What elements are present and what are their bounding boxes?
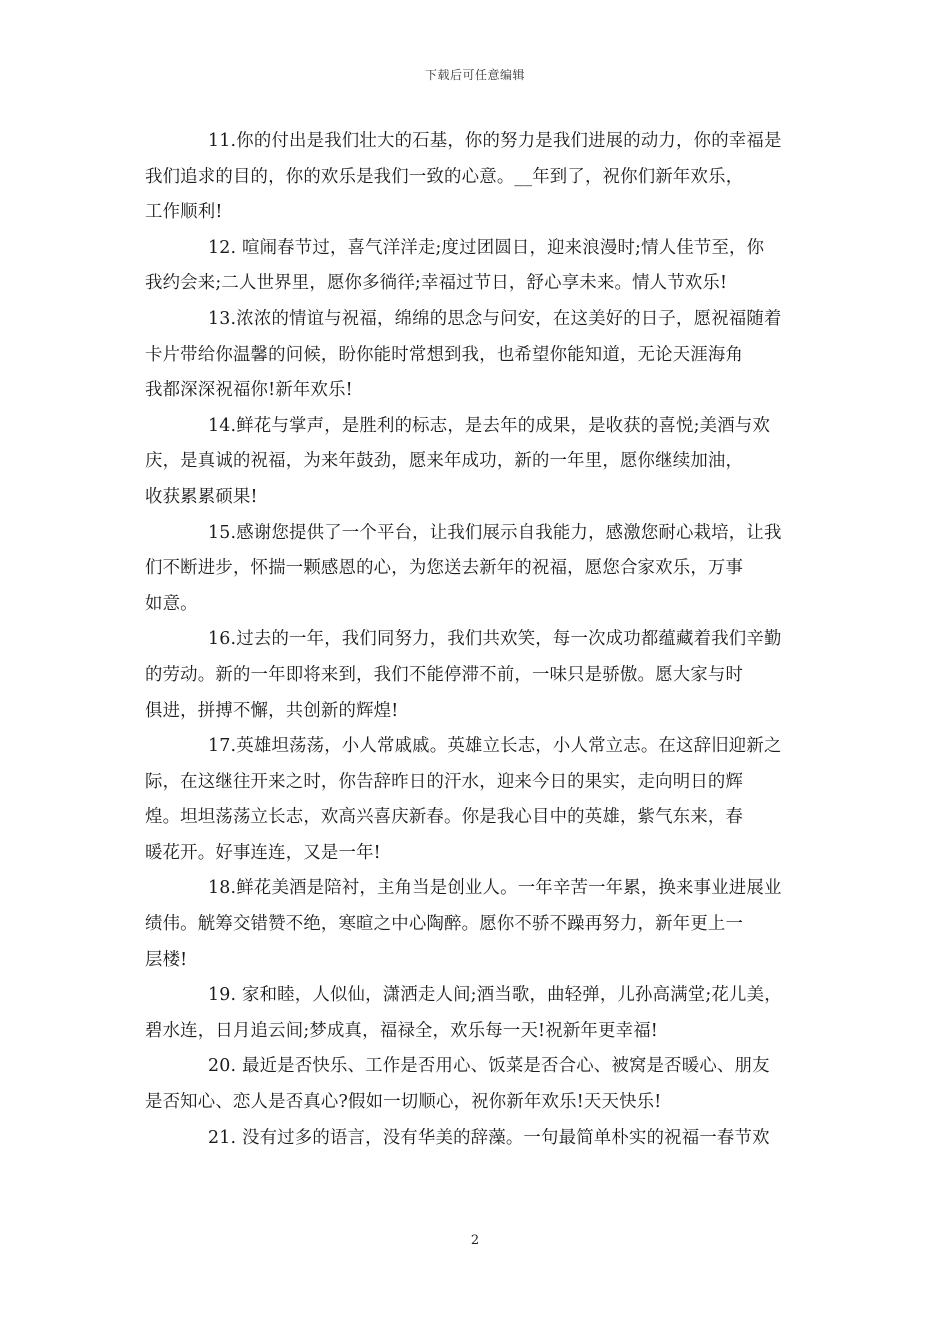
paragraph-line: 庆，是真诚的祝福，为来年鼓劲，愿来年成功，新的一年里，愿你继续加油， (145, 451, 744, 472)
paragraph-line: 层楼! (145, 949, 188, 970)
document-body (145, 124, 809, 1156)
paragraph-line: 如意。 (145, 593, 198, 614)
paragraph-line: 16.过去的一年，我们同努力，我们共欢笑，每一次成功都蕴藏着我们辛勤 (208, 629, 782, 650)
page-number: 2 (470, 1233, 480, 1248)
paragraph-line: 我约会来;二人世界里，愿你多徜徉;幸福过节日，舒心享未来。情人节欢乐! (145, 273, 728, 294)
paragraph-line: 19. 家和睦，人似仙，潇洒走人间;酒当歌，曲轻弹，儿孙高满堂;花儿美， (208, 985, 782, 1006)
paragraph-line: 碧水连，日月追云间;梦成真，福禄全，欢乐每一天!祝新年更幸福! (145, 1020, 658, 1041)
paragraph-line: 我都深深祝福你!新年欢乐! (145, 380, 353, 401)
paragraph-line: 是否知心、恋人是否真心?假如一切顺心，祝你新年欢乐!天天快乐! (145, 1092, 662, 1113)
paragraph (145, 1049, 809, 1120)
page-header: 下载后可任意编辑 (424, 68, 525, 82)
paragraph-line: 20. 最近是否快乐、工作是否用心、饭菜是否合心、被窝是否暖心、朋友 (208, 1056, 770, 1077)
paragraph-line: 21. 没有过多的语言，没有华美的辞藻。一句最简单朴实的祝福一春节欢 (208, 1127, 770, 1148)
paragraph-line: 我们追求的目的，你的欢乐是我们一致的心意。__年到了，祝你们新年欢乐， (145, 166, 744, 187)
paragraph-line: 工作顺利! (145, 202, 223, 223)
paragraph (145, 1121, 809, 1157)
paragraph-line: 17.英雄坦荡荡，小人常戚戚。英雄立长志，小人常立志。在这辞旧迎新之 (208, 736, 782, 757)
paragraph (145, 622, 809, 729)
paragraph-line: 15.感谢您提供了一个平台，让我们展示自我能力，感激您耐心栽培，让我 (208, 522, 782, 543)
paragraph (145, 231, 809, 302)
paragraph-line: 煌。坦坦荡荡立长志，欢高兴喜庆新春。你是我心目中的英雄，紫气东来，春 (145, 807, 744, 828)
paragraph-line: 14.鲜花与掌声，是胜利的标志，是去年的成果，是收获的喜悦;美酒与欢 (208, 415, 771, 436)
paragraph (145, 409, 809, 516)
paragraph-line: 卡片带给你温馨的问候，盼你能时常想到我，也希望你能知道，无论天涯海角 (145, 344, 744, 365)
paragraph-line: 们不断进步，怀揣一颗感恩的心，为您送去新年的祝福，愿您合家欢乐，万事 (145, 558, 744, 579)
paragraph-line: 18.鲜花美酒是陪衬，主角当是创业人。一年辛苦一年累，换来事业进展业 (208, 878, 782, 899)
paragraph-line: 13.浓浓的情谊与祝福，绵绵的思念与问安，在这美好的日子，愿祝福随着 (208, 308, 782, 329)
paragraph-line: 11.你的付出是我们壮大的石基，你的努力是我们进展的动力，你的幸福是 (208, 131, 782, 151)
paragraph-line: 俱进，拼搏不懈，共创新的辉煌! (145, 700, 399, 721)
paragraph-line: 暖花开。好事连连，又是一年! (145, 842, 381, 863)
paragraph-line: 绩伟。觥筹交错赞不绝，寒暄之中心陶醉。愿你不骄不躁再努力，新年更上一 (145, 914, 744, 935)
paragraph-line: 的劳动。新的一年即将来到，我们不能停滞不前，一味只是骄傲。愿大家与时 (145, 664, 744, 685)
paragraph (145, 978, 809, 1049)
paragraph-line: 12. 喧闹春节过，喜气洋洋走;度过团圆日，迎来浪漫时;情人佳节至，你 (208, 237, 765, 258)
paragraph (145, 729, 809, 871)
paragraph-line: 收获累累硕果! (145, 486, 258, 507)
paragraph-line: 际，在这继往开来之时，你告辞昨日的汗水，迎来今日的果实，走向明日的辉 (145, 771, 744, 792)
paragraph (145, 871, 809, 978)
paragraph (145, 516, 809, 623)
paragraph (145, 124, 809, 231)
paragraph (145, 302, 809, 409)
